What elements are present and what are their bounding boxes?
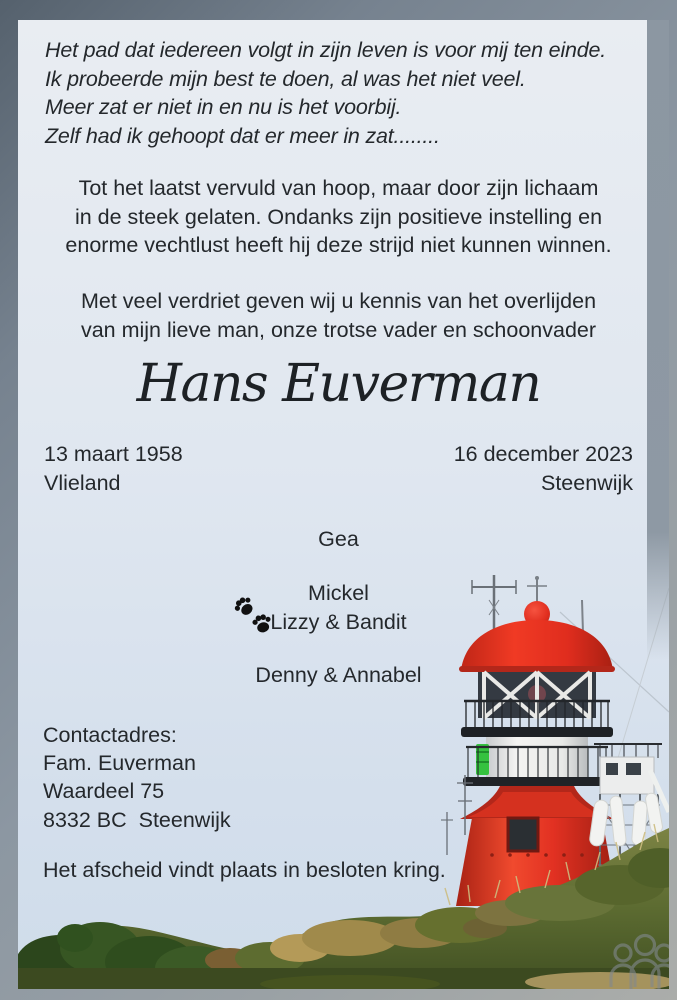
poem-line: Ik probeerde mijn best te doen, al was het niet veel. [45, 66, 526, 91]
announcement-line: Met veel verdriet geven wij u kennis van het overlijden [80, 289, 597, 313]
announcement-line: van mijn lieve man, onze trotse vader en schoonvader [80, 317, 597, 342]
poem-line: Meer zat er niet in en nu is het voorbij. [45, 95, 402, 120]
tribute-paragraph [0, 174, 677, 260]
deceased-name: Hans Euverman [136, 354, 541, 414]
birth-place: Vlieland [44, 470, 121, 495]
death-info [454, 440, 633, 497]
contact-address [43, 721, 231, 834]
contact-street: Waardeel 75 [43, 779, 165, 804]
poem-line: Zelf had ik gehoopt dat er meer in zat........ [45, 124, 440, 149]
relative-partner: Gea [318, 527, 359, 551]
birth-date: 13 maart 1958 [44, 442, 183, 466]
contact-family: Fam. Euverman [43, 751, 196, 776]
closing-line: Het afscheid vindt plaats in besloten kring. [43, 858, 446, 882]
relatives-line: Denny & Annabel [255, 663, 422, 687]
paw-prints-icon [231, 595, 279, 639]
relative-name: Mickel [308, 581, 369, 605]
contact-postal-city: 8332 BC Steenwijk [43, 807, 231, 832]
tribute-line: Tot het laatst vervuld van hoop, maar door zijn lichaam [78, 176, 599, 200]
death-date: 16 december 2023 [453, 442, 633, 466]
death-place: Steenwijk [540, 470, 633, 495]
poem-line: Het pad dat iedereen volgt in zijn leven is voor mij ten einde. [45, 38, 607, 62]
announcement-paragraph [0, 287, 677, 344]
relative-pets: Lizzy & Bandit [270, 609, 407, 634]
poem [45, 36, 606, 151]
relatives-group [0, 579, 677, 636]
contact-heading: Contactadres: [43, 723, 177, 747]
birth-info [44, 440, 183, 497]
tribute-line: in de steek gelaten. Ondanks zijn positieve instelling en [74, 204, 603, 229]
tribute-line: enorme vechtlust heeft hij deze strijd niet kunnen winnen. [65, 233, 612, 258]
